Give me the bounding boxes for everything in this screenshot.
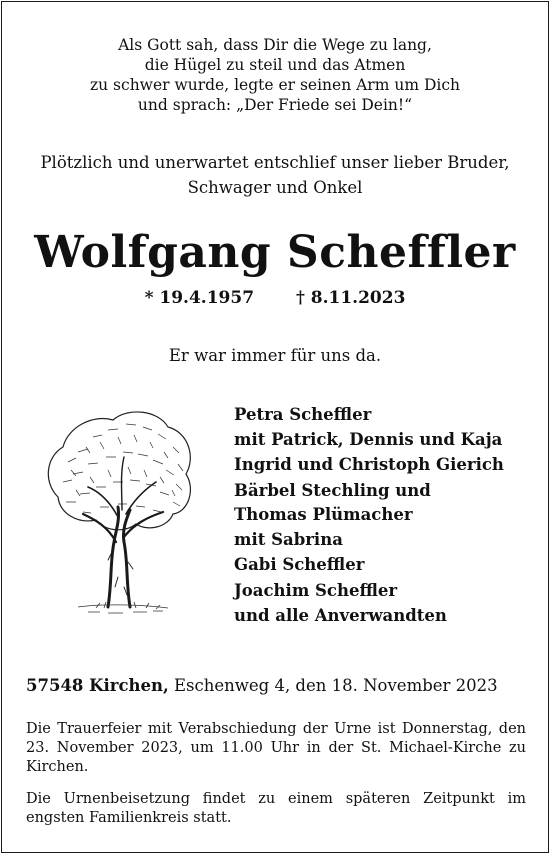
- poem-line: zu schwer wurde, legte er seinen Arm um Dich: [89, 76, 460, 94]
- mourner-name: Bärbel Stechling und: [234, 480, 431, 500]
- place-city: 57548 Kirchen,: [26, 676, 169, 695]
- motto: Er war immer für uns da.: [168, 346, 382, 365]
- mourner-group: [234, 453, 504, 478]
- mourner-name: Thomas Plümacher: [234, 505, 413, 524]
- mourner-name: Ingrid und Christoph Gierich: [234, 455, 504, 474]
- life-dates: [2, 286, 548, 310]
- mourner-group: [234, 553, 504, 578]
- poem: [2, 35, 548, 115]
- mourner-name: mit Sabrina: [234, 529, 343, 549]
- mourner-name: Petra Scheffler: [234, 405, 372, 424]
- mourner-name: mit Patrick, Dennis und Kaja: [234, 429, 503, 449]
- mourner-name: Joachim Scheffler: [234, 580, 398, 600]
- funeral-info: Die Trauerfeier mit Verabschiedung der Urne ist Donnerstag, den 23. November 2023, um 11.00 Uhr in der St. Michael-Kirche zu Kirchen.: [26, 721, 526, 775]
- mourner-group: [234, 579, 504, 604]
- place-and-date: [26, 674, 524, 698]
- intro-line: Schwager und Onkel: [187, 178, 363, 197]
- address-date: Eschenweg 4, den 18. November 2023: [168, 676, 498, 695]
- deceased-name: Wolfgang Scheffler: [34, 227, 516, 278]
- mourner-name: Gabi Scheffler: [234, 555, 365, 574]
- intro-text: [2, 150, 548, 200]
- mourners-list: [234, 403, 504, 630]
- intro-line: Plötzlich und unerwartet entschlief unser lieber Bruder,: [40, 153, 510, 172]
- mourner-group: [234, 604, 504, 629]
- burial-info: Die Urnenbeisetzung findet zu einem späteren Zeitpunkt im engsten Familienkreis statt.: [26, 791, 526, 826]
- poem-line: Als Gott sah, dass Dir die Wege zu lang,: [118, 36, 432, 54]
- poem-line: und sprach: „Der Friede sei Dein!“: [137, 96, 413, 114]
- birth-date: * 19.4.1957: [144, 288, 255, 308]
- oak-tree-icon: [38, 402, 198, 617]
- mourner-name: und alle Anverwandten: [234, 606, 447, 625]
- obituary-notice: [1, 1, 549, 853]
- mourner-group: [234, 403, 504, 452]
- death-date: † 8.11.2023: [295, 288, 406, 308]
- mourner-group: [234, 479, 504, 553]
- poem-line: die Hügel zu steil und das Atmen: [144, 56, 406, 74]
